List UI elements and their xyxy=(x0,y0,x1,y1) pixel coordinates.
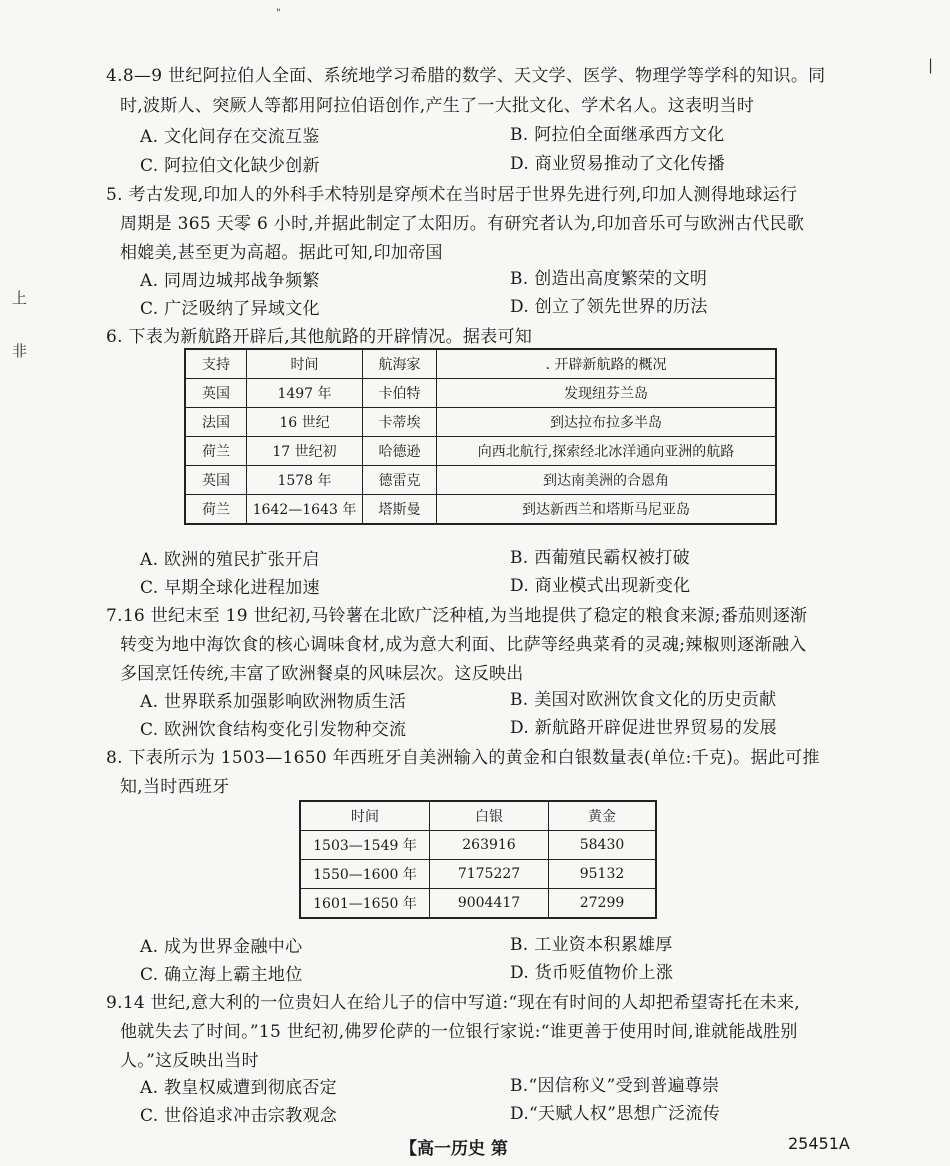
q7-line-2: 转变为地中海饮食的核心调味食材,成为意大利面、比萨等经典菜肴的灵魂;辣椒则逐渐融入 xyxy=(120,635,807,655)
table-header-cell: 时间 xyxy=(247,349,363,379)
table-row xyxy=(300,889,656,919)
table-cell: 16 世纪 xyxy=(247,408,363,437)
q9-option-b[interactable]: B.“因信称义”受到普遍尊崇 xyxy=(510,1076,720,1096)
table-row xyxy=(185,408,776,437)
table-cell: 发现纽芬兰岛 xyxy=(437,379,777,408)
q5-option-b[interactable]: B. 创造出高度繁荣的文明 xyxy=(510,269,708,289)
q8-option-c[interactable]: C. 确立海上霸主地位 xyxy=(140,965,303,985)
table-cell: 到达新西兰和塔斯马尼亚岛 xyxy=(437,495,777,525)
q7-option-c[interactable]: C. 欧洲饮食结构变化引发物种交流 xyxy=(140,720,407,740)
q5-line-2: 周期是 365 天零 6 小时,并据此制定了太阳历。有研究者认为,印加音乐可与欧洲古代民歌 xyxy=(120,214,805,234)
q6-line-1: 6. 下表为新航路开辟后,其他航路的开辟情况。据表可知 xyxy=(106,327,533,347)
table-cell: 17 世纪初 xyxy=(247,437,363,466)
new-routes-table xyxy=(184,348,777,525)
table-cell: 荷兰 xyxy=(185,495,247,525)
table-header-cell: 时间 xyxy=(300,801,430,831)
table-cell: 1503—1549 年 xyxy=(300,831,430,860)
table-cell: 9004417 xyxy=(430,889,549,919)
table-cell: 263916 xyxy=(430,831,549,860)
right-margin-mark: | xyxy=(928,56,934,74)
q9-line-3: 人。”这反映出当时 xyxy=(120,1051,259,1071)
left-margin-mark-2: 非 xyxy=(12,342,28,360)
table-cell: 1642—1643 年 xyxy=(247,495,363,525)
q7-option-d[interactable]: D. 新航路开辟促进世界贸易的发展 xyxy=(510,718,777,738)
table-cell: 到达拉布拉多半岛 xyxy=(437,408,777,437)
table-cell: 哈德逊 xyxy=(363,437,437,466)
q7-line-3: 多国烹饪传统,丰富了欧洲餐桌的风味层次。这反映出 xyxy=(120,664,524,684)
q4-option-b[interactable]: B. 阿拉伯全面继承西方文化 xyxy=(510,125,725,145)
table-cell: 1578 年 xyxy=(247,466,363,495)
q8-line-2: 知,当时西班牙 xyxy=(120,777,230,797)
table-header-cell: 支持 xyxy=(185,349,247,379)
q8-option-b[interactable]: B. 工业资本积累雄厚 xyxy=(510,935,673,955)
table-cell: 荷兰 xyxy=(185,437,247,466)
q5-line-1: 5. 考古发现,印加人的外科手术特别是穿颅术在当时居于世界先进行列,印加人测得地球运行 xyxy=(106,185,798,205)
q7-option-b[interactable]: B. 美国对欧洲饮食文化的历史贡献 xyxy=(510,690,777,710)
table-cell: 58430 xyxy=(549,831,657,860)
table-header-row xyxy=(185,349,776,379)
table-cell: 1497 年 xyxy=(247,379,363,408)
table-cell: 塔斯曼 xyxy=(363,495,437,525)
q6-option-b[interactable]: B. 西葡殖民霸权被打破 xyxy=(510,548,690,568)
exam-code: 25451A xyxy=(788,1134,850,1153)
table-cell: 1601—1650 年 xyxy=(300,889,430,919)
q4-option-c[interactable]: C. 阿拉伯文化缺少创新 xyxy=(140,156,320,176)
table-cell: 英国 xyxy=(185,379,247,408)
table-row xyxy=(185,466,776,495)
table-row xyxy=(185,437,776,466)
q5-option-c[interactable]: C. 广泛吸纳了异域文化 xyxy=(140,299,320,319)
q6-option-c[interactable]: C. 早期全球化进程加速 xyxy=(140,578,320,598)
q9-option-d[interactable]: D.“天赋人权”思想广泛流传 xyxy=(510,1104,721,1124)
table-cell: 1550—1600 年 xyxy=(300,860,430,889)
q8-line-1: 8. 下表所示为 1503—1650 年西班牙自美洲输入的黄金和白银数量表(单位:千克)。据此可推 xyxy=(106,748,820,768)
table-row xyxy=(185,495,776,525)
q8-option-a[interactable]: A. 成为世界金融中心 xyxy=(140,937,303,957)
table-header-cell: . 开辟新航路的概况 xyxy=(437,349,777,379)
q7-option-a[interactable]: A. 世界联系加强影响欧洲物质生活 xyxy=(140,692,407,712)
q5-option-d[interactable]: D. 创立了领先世界的历法 xyxy=(510,297,708,317)
table-cell: 到达南美洲的合恩角 xyxy=(437,466,777,495)
gold-silver-table xyxy=(299,800,657,919)
q4-line-1: 4.8—9 世纪阿拉伯人全面、系统地学习希腊的数学、天文学、医学、物理学等学科的知识。同 xyxy=(106,66,826,86)
q7-line-1: 7.16 世纪末至 19 世纪初,马铃薯在北欧广泛种植,为当地提供了稳定的粮食来源;番茄则逐渐 xyxy=(106,606,808,626)
table-cell: 27299 xyxy=(549,889,657,919)
table-cell: 法国 xyxy=(185,408,247,437)
top-mark: " xyxy=(276,8,281,19)
q9-line-2: 他就失去了时间。”15 世纪初,佛罗伦萨的一位银行家说:“谁更善于使用时间,谁就能战胜别 xyxy=(120,1022,798,1042)
table-header-cell: 航海家 xyxy=(363,349,437,379)
q4-option-d[interactable]: D. 商业贸易推动了文化传播 xyxy=(510,154,726,174)
table-cell: 德雷克 xyxy=(363,466,437,495)
page-footer-label: 【高一历史 第 xyxy=(400,1139,508,1159)
table-header-cell: 白银 xyxy=(430,801,549,831)
q4-line-2: 时,波斯人、突厥人等都用阿拉伯语创作,产生了一大批文化、学术名人。这表明当时 xyxy=(120,96,755,116)
table-cell: 95132 xyxy=(549,860,657,889)
table-cell: 卡伯特 xyxy=(363,379,437,408)
table-row xyxy=(185,379,776,408)
table-cell: 7175227 xyxy=(430,860,549,889)
left-margin-mark-1: 上 xyxy=(12,289,28,307)
q9-option-c[interactable]: C. 世俗追求冲击宗教观念 xyxy=(140,1106,338,1126)
q6-option-a[interactable]: A. 欧洲的殖民扩张开启 xyxy=(140,550,320,570)
q5-option-a[interactable]: A. 同周边城邦战争频繁 xyxy=(140,271,320,291)
q5-line-3: 相媲美,甚至更为高超。据此可知,印加帝国 xyxy=(120,243,443,263)
table-cell: 卡蒂埃 xyxy=(363,408,437,437)
q9-line-1: 9.14 世纪,意大利的一位贵妇人在给儿子的信中写道:“现在有时间的人却把希望寄托在未来, xyxy=(106,993,800,1013)
table-header-cell: 黄金 xyxy=(549,801,657,831)
q9-option-a[interactable]: A. 教皇权威遭到彻底否定 xyxy=(140,1078,337,1098)
table-header-row xyxy=(300,801,656,831)
q6-option-d[interactable]: D. 商业模式出现新变化 xyxy=(510,576,691,596)
q4-option-a[interactable]: A. 文化间存在交流互鉴 xyxy=(140,127,320,147)
table-row xyxy=(300,831,656,860)
table-row xyxy=(300,860,656,889)
table-cell: 英国 xyxy=(185,466,247,495)
table-cell: 向西北航行,探索经北冰洋通向亚洲的航路 xyxy=(437,437,777,466)
q8-option-d[interactable]: D. 货币贬值物价上涨 xyxy=(510,963,674,983)
